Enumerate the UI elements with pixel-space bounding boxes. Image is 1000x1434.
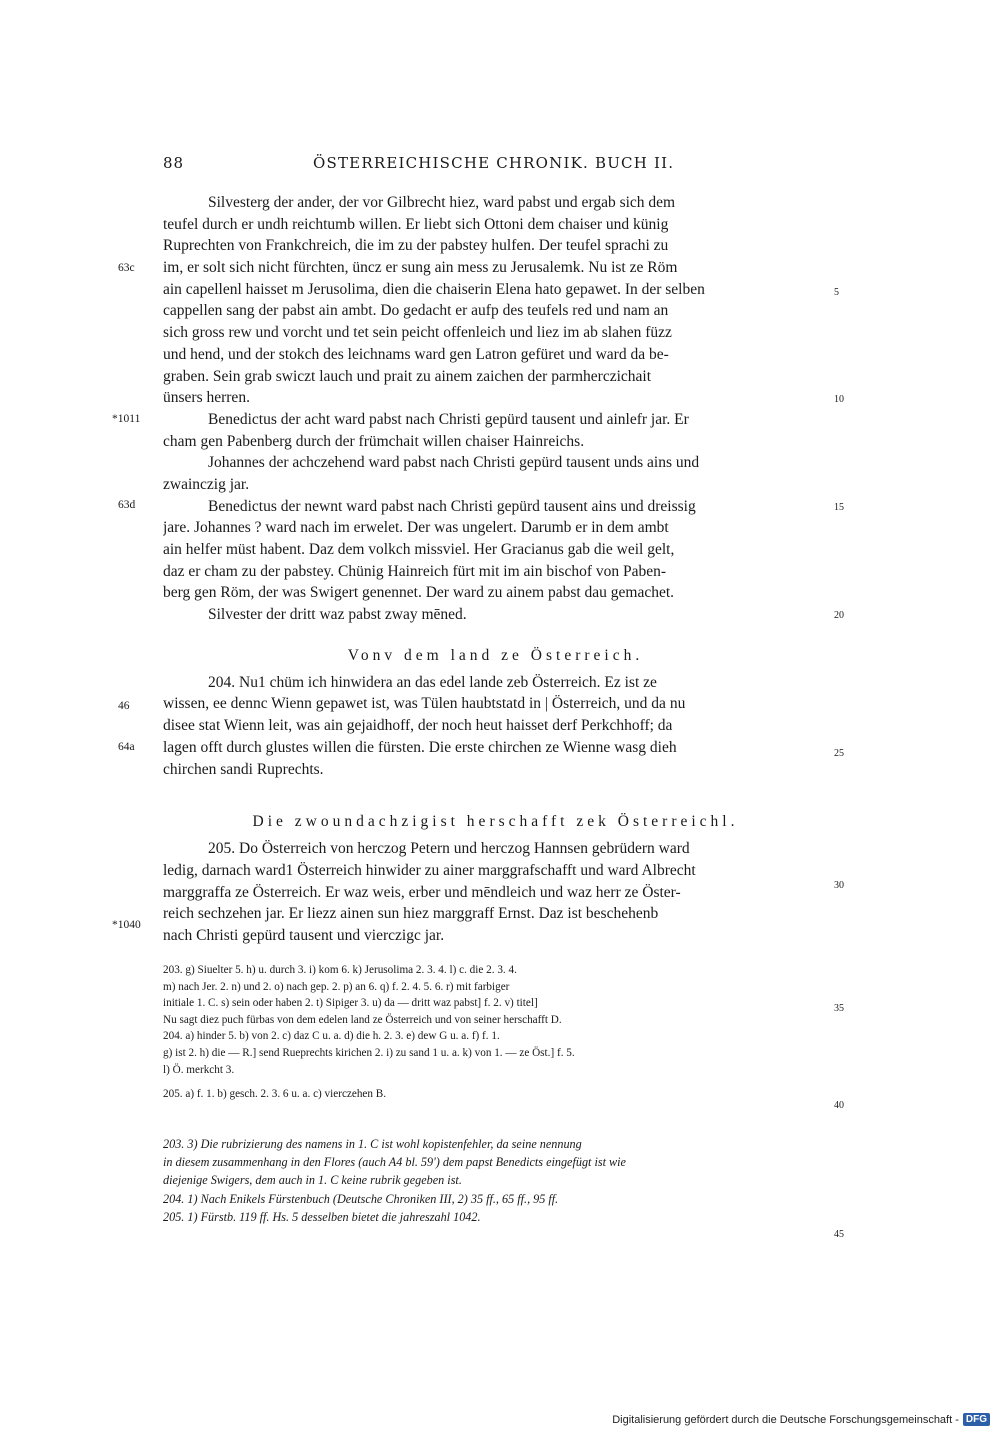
commentary-line: diejenige Swigers, dem auch in 1. C keine rubrik gegeben ist. <box>163 1173 462 1188</box>
page-header <box>163 154 833 176</box>
footer-text: Digitalisierung gefördert durch die Deutsche Forschungsgemeinschaft - <box>612 1413 959 1426</box>
margin-year: *1011 <box>112 413 141 425</box>
text-line: daz er cham zu der pabstey. Chünig Hainreich fürt mit im ain bischof von Paben- <box>163 562 667 580</box>
text-line: Benedictus der acht ward pabst nach Christi gepürd tausent und ainlefr jar. Er <box>208 410 689 428</box>
margin-reference: 63d <box>118 499 136 511</box>
text-line: chirchen sandi Ruprechts. <box>163 760 324 778</box>
text-line: wissen, ee dennc Wienn gepawet ist, was Tülen haubtstatd in | Österreich, und da nu <box>163 695 686 713</box>
margin-reference: 63c <box>118 262 135 274</box>
text-line: 204. Nu1 chüm ich hinwidera an das edel lande zeb Österreich. Ez ist ze <box>208 673 657 691</box>
text-line: sich gross rew und vorcht und tet sein peicht offenleich und liez im ab slahen füzz <box>163 324 672 342</box>
text-line: reich sechzehen jar. Er liezz ainen sun hiez marggraff Ernst. Daz ist beschehenb <box>163 905 659 923</box>
page-number: 88 <box>163 154 185 172</box>
text-line: lagen offt durch glustes willen die fürsten. Die erste chirchen ze Wienne wasg dieh <box>163 738 677 756</box>
text-line: Silvesterg der ander, der vor Gilbrecht hiez, ward pabst und ergab sich dem <box>208 194 676 211</box>
text-line: Ruprechten von Frankchreich, die im zu der pabstey hulfen. Der teufel sprachi zu <box>163 237 669 255</box>
margin-reference: 64a <box>118 741 135 753</box>
text-line: teufel durch er undh reichtumb willen. Er liebt sich Ottoni dem chaiser und künig <box>163 215 669 233</box>
text-line: ünsers herren. <box>163 389 250 407</box>
text-line: ain capellenl haisset m Jerusolima, dien die chaiserin Elena hato gepawet. In der selben <box>163 280 705 298</box>
text-line: ain helfer müst habent. Daz dem volkch missviel. Her Gracianus gab die weil gelt, <box>163 541 675 558</box>
commentary-line: 205. 1) Fürstb. 119 ff. Hs. 5 desselben bietet die jahreszahl 1042. <box>163 1209 481 1224</box>
critical-apparatus <box>163 962 828 1103</box>
commentary-line: in diesem zusammenhang in den Flores (auch A4 bl. 59') dem papst Benedicts eingefügt ist wie <box>163 1155 626 1170</box>
text-line: 205. Do Österreich von herczog Petern und herczog Hannsen gebrüdern ward <box>208 840 690 858</box>
line-number: 40 <box>834 1100 844 1111</box>
section-heading: Vonv dem land ze Österreich. <box>347 646 644 664</box>
line-number: 15 <box>834 502 844 513</box>
line-number: 20 <box>834 610 844 621</box>
text-line: zwainczig jar. <box>163 475 250 493</box>
text-line: disee stat Wienn leit, was ain gejaidhoff, der noch heut haisset derf Perkchhoff; da <box>163 717 673 735</box>
main-text <box>163 192 828 947</box>
margin-year: *1040 <box>112 919 141 931</box>
margin-reference: 46 <box>118 700 130 712</box>
line-number: 45 <box>834 1229 844 1240</box>
note-line: 204. a) hinder 5. b) von 2. c) daz C u. a. d) die h. 2. 3. e) dew G u. a. f) f. 1. <box>163 1030 500 1043</box>
digitization-footer <box>612 1413 990 1426</box>
text-line: jare. Johannes ? ward nach im erwelet. Der was ungelert. Darumb er in dem ambt <box>163 519 669 537</box>
text-line: und hend, und der stokch des leichnams ward gen Latron gefüret und ward da be- <box>163 345 669 363</box>
note-line: Nu sagt diez puch fürbas von dem edelen land ze Österreich und von seiner herschafft D. <box>163 1013 562 1026</box>
text-line: graben. Sein grab swiczt lauch und prait zu ainem zaichen der parmherczichait <box>163 367 652 385</box>
line-number: 35 <box>834 1003 844 1014</box>
commentary-line: 203. 3) Die rubrizierung des namens in 1. C ist wohl kopistenfehler, da seine nennung <box>163 1137 582 1151</box>
text-line: nach Christi gepürd tausent und vierczigc jar. <box>163 926 445 944</box>
line-number: 5 <box>834 287 839 298</box>
text-line: Johannes der achczehend ward pabst nach Christi gepürd tausent unds ains und <box>208 454 700 472</box>
line-number: 10 <box>834 394 844 405</box>
running-title: ÖSTERREICHISCHE CHRONIK. BUCH II. <box>313 154 675 172</box>
line-number: 30 <box>834 880 844 891</box>
note-line: initiale 1. C. s) sein oder haben 2. t) Sipiger 3. u) da — dritt waz pabst] f. 2. v) titel] <box>163 997 538 1010</box>
text-line: berg gen Röm, der was Swigert genennet. Der ward zu ainem pabst dau gemachet. <box>163 584 675 602</box>
note-line: 203. g) Siuelter 5. h) u. durch 3. i) kom 6. k) Jerusolima 2. 3. 4. l) c. die 2. 3. 4. <box>163 964 517 976</box>
text-line: ledig, darnach ward1 Österreich hinwider zu ainer marggrafschafft und ward Albrecht <box>163 861 696 879</box>
commentary-notes <box>163 1135 828 1226</box>
text-line: im, er solt sich nicht fürchten, üncz er sung ain mess zu Jerusalemk. Nu ist ze Röm <box>163 259 678 277</box>
text-line: Silvester der dritt waz pabst zway mēned. <box>208 606 467 624</box>
note-line: 205. a) f. 1. b) gesch. 2. 3. 6 u. a. c) vierczehen B. <box>163 1088 387 1101</box>
commentary-line: 204. 1) Nach Enikels Fürstenbuch (Deutsche Chroniken III, 2) 35 ff., 65 ff., 95 ff. <box>163 1191 559 1206</box>
dfg-logo: DFG <box>963 1413 990 1426</box>
section-heading: Die zwoundachzigist herschafft zek Österreichl. <box>252 813 739 831</box>
note-line: m) nach Jer. 2. n) und 2. o) nach gep. 2. p) an 6. q) f. 2. 4. 5. 6. r) mit farbiger <box>163 980 510 993</box>
text-line: marggraffa ze Österreich. Er waz weis, erber und mēndleich und waz herr ze Öster- <box>163 883 681 901</box>
text-line: Benedictus der newnt ward pabst nach Christi gepürd tausent ains und dreissig <box>208 497 696 515</box>
note-line: l) Ö. merkcht 3. <box>163 1063 235 1076</box>
text-line: cappellen sang der pabst ain ambt. Do gedacht er aufp des teufels red und nam an <box>163 302 669 320</box>
note-line: g) ist 2. h) die — R.] send Rueprechts kirichen 2. i) zu sand 1 u. a. k) von 1. — ze Öst.] f. 5. <box>163 1046 575 1059</box>
text-line: cham gen Pabenberg durch der frümchait willen chaiser Hainreichs. <box>163 432 585 450</box>
line-number: 25 <box>834 748 844 759</box>
